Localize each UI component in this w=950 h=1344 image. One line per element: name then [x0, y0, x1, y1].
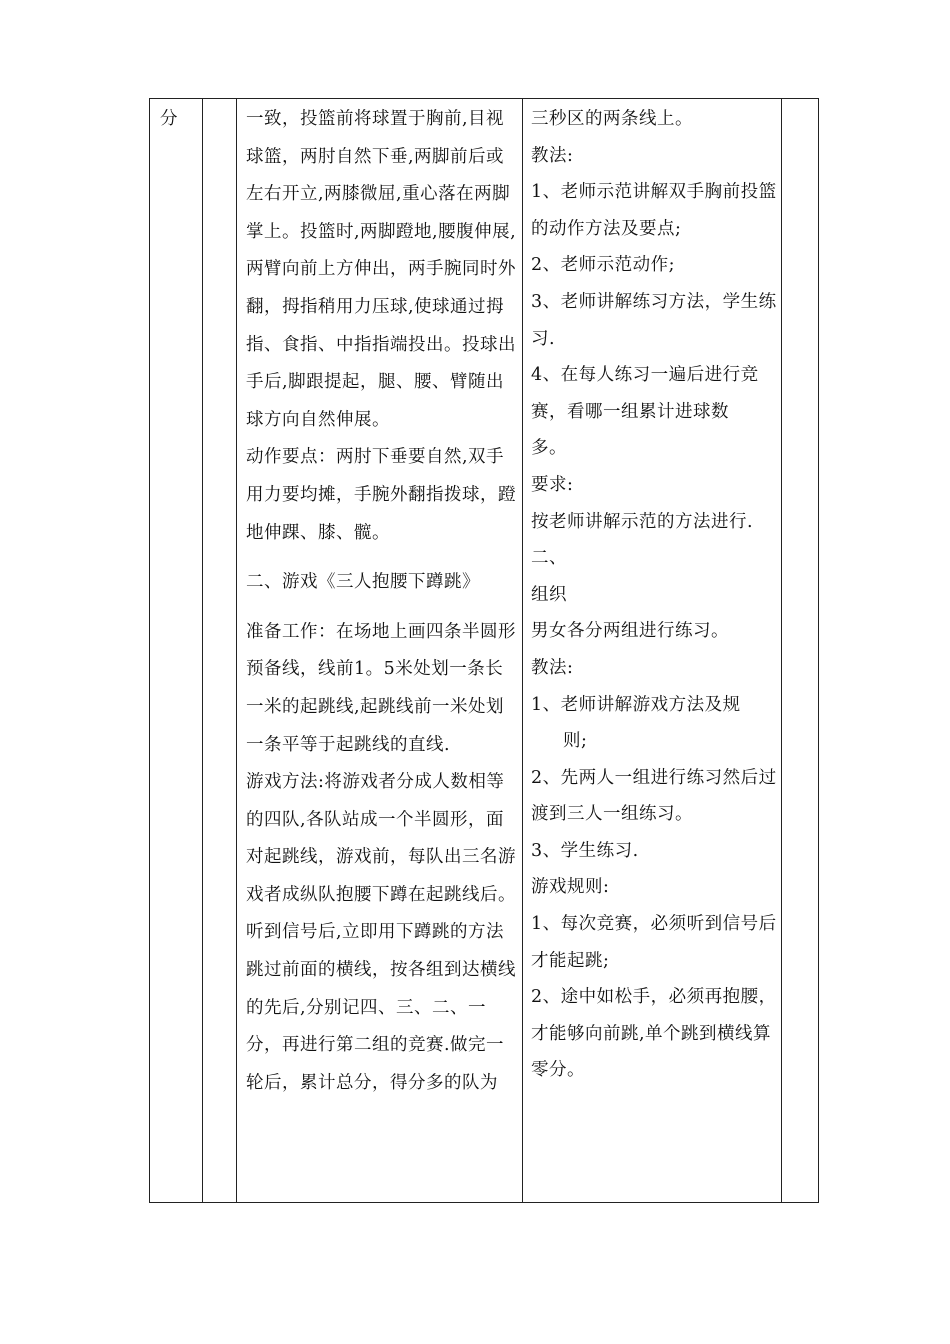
method-line: 教法:	[531, 145, 574, 166]
method-line: 则;	[563, 731, 588, 752]
method-line: 教法:	[531, 657, 574, 678]
content-cell	[246, 101, 518, 1102]
method-line: 多。	[531, 438, 567, 459]
method-line: 3、学生练习.	[531, 840, 639, 861]
method-line: 2、先两人一组进行练习然后过渡到三人一组练习。	[531, 767, 777, 825]
column-divider	[202, 99, 203, 1202]
method-line: 组织	[531, 584, 567, 605]
column-divider	[236, 99, 237, 1202]
time-cell: 分	[160, 109, 178, 129]
method-line: 按老师讲解示范的方法进行.	[531, 511, 754, 532]
content-paragraph: 准备工作：在场地上画四条半圆形预备线，线前1。5米处划一条长一米的起跳线,起跳线前一米处划一条平等于起跳线的直线.	[246, 621, 516, 755]
column-divider	[781, 99, 782, 1202]
method-line: 1、每次竞赛，必须听到信号后才能起跳;	[531, 914, 777, 971]
column-divider	[522, 99, 523, 1202]
method-line: 男女各分两组进行练习。	[531, 621, 729, 642]
lesson-table	[149, 98, 819, 1203]
method-line: 1、老师讲解游戏方法及规	[531, 694, 741, 715]
method-line: 二、	[531, 548, 567, 569]
method-line: 游戏规则:	[531, 877, 610, 898]
method-line: 1、老师示范讲解双手胸前投篮的动作方法及要点;	[531, 182, 777, 239]
method-cell	[531, 101, 781, 1089]
method-line: 要求:	[531, 474, 574, 495]
method-line: 2、途中如松手，必须再抱腰，才能够向前跳,单个跳到横线算零分。	[531, 987, 777, 1081]
content-paragraph: 一致，投篮前将球置于胸前,目视球篮，两肘自然下垂,两脚前后或左右开立,两膝微屈,重心落在两脚掌上。投篮时,两脚蹬地,腰腹伸展,两臂向前上方伸出，两手腕同时外翻，拇指稍用力压球,使球通过拇指、食指、中指指端投出。投球出手后,脚跟提起，腿、腰、臂随出球方向自然伸展。	[246, 109, 517, 430]
method-line: 4、在每人练习一遍后进行竞赛，看哪一组累计进球数	[531, 365, 759, 422]
content-paragraph: 二、游戏《三人抱腰下蹲跳》	[246, 572, 480, 593]
method-line: 3、老师讲解练习方法，学生练习.	[531, 291, 777, 349]
content-paragraph: 动作要点：两肘下垂要自然,双手用力要均摊，手腕外翻指拨球，蹬地伸踝、膝、髋。	[246, 447, 516, 543]
content-paragraph: 游戏方法:将游戏者分成人数相等的四队,各队站成一个半圆形，面对起跳线，游戏前，每队出三名游戏者成纵队抱腰下蹲在起跳线后。听到信号后,立即用下蹲跳的方法跳过前面的横线，按各组到达横线的先后,分别记四、三、二、一分，再进行第二组的竞赛.做完一轮后，累计总分，得分多的队为	[246, 772, 516, 1093]
method-line: 2、老师示范动作;	[531, 255, 676, 276]
method-line: 三秒区的两条线上。	[531, 109, 693, 129]
